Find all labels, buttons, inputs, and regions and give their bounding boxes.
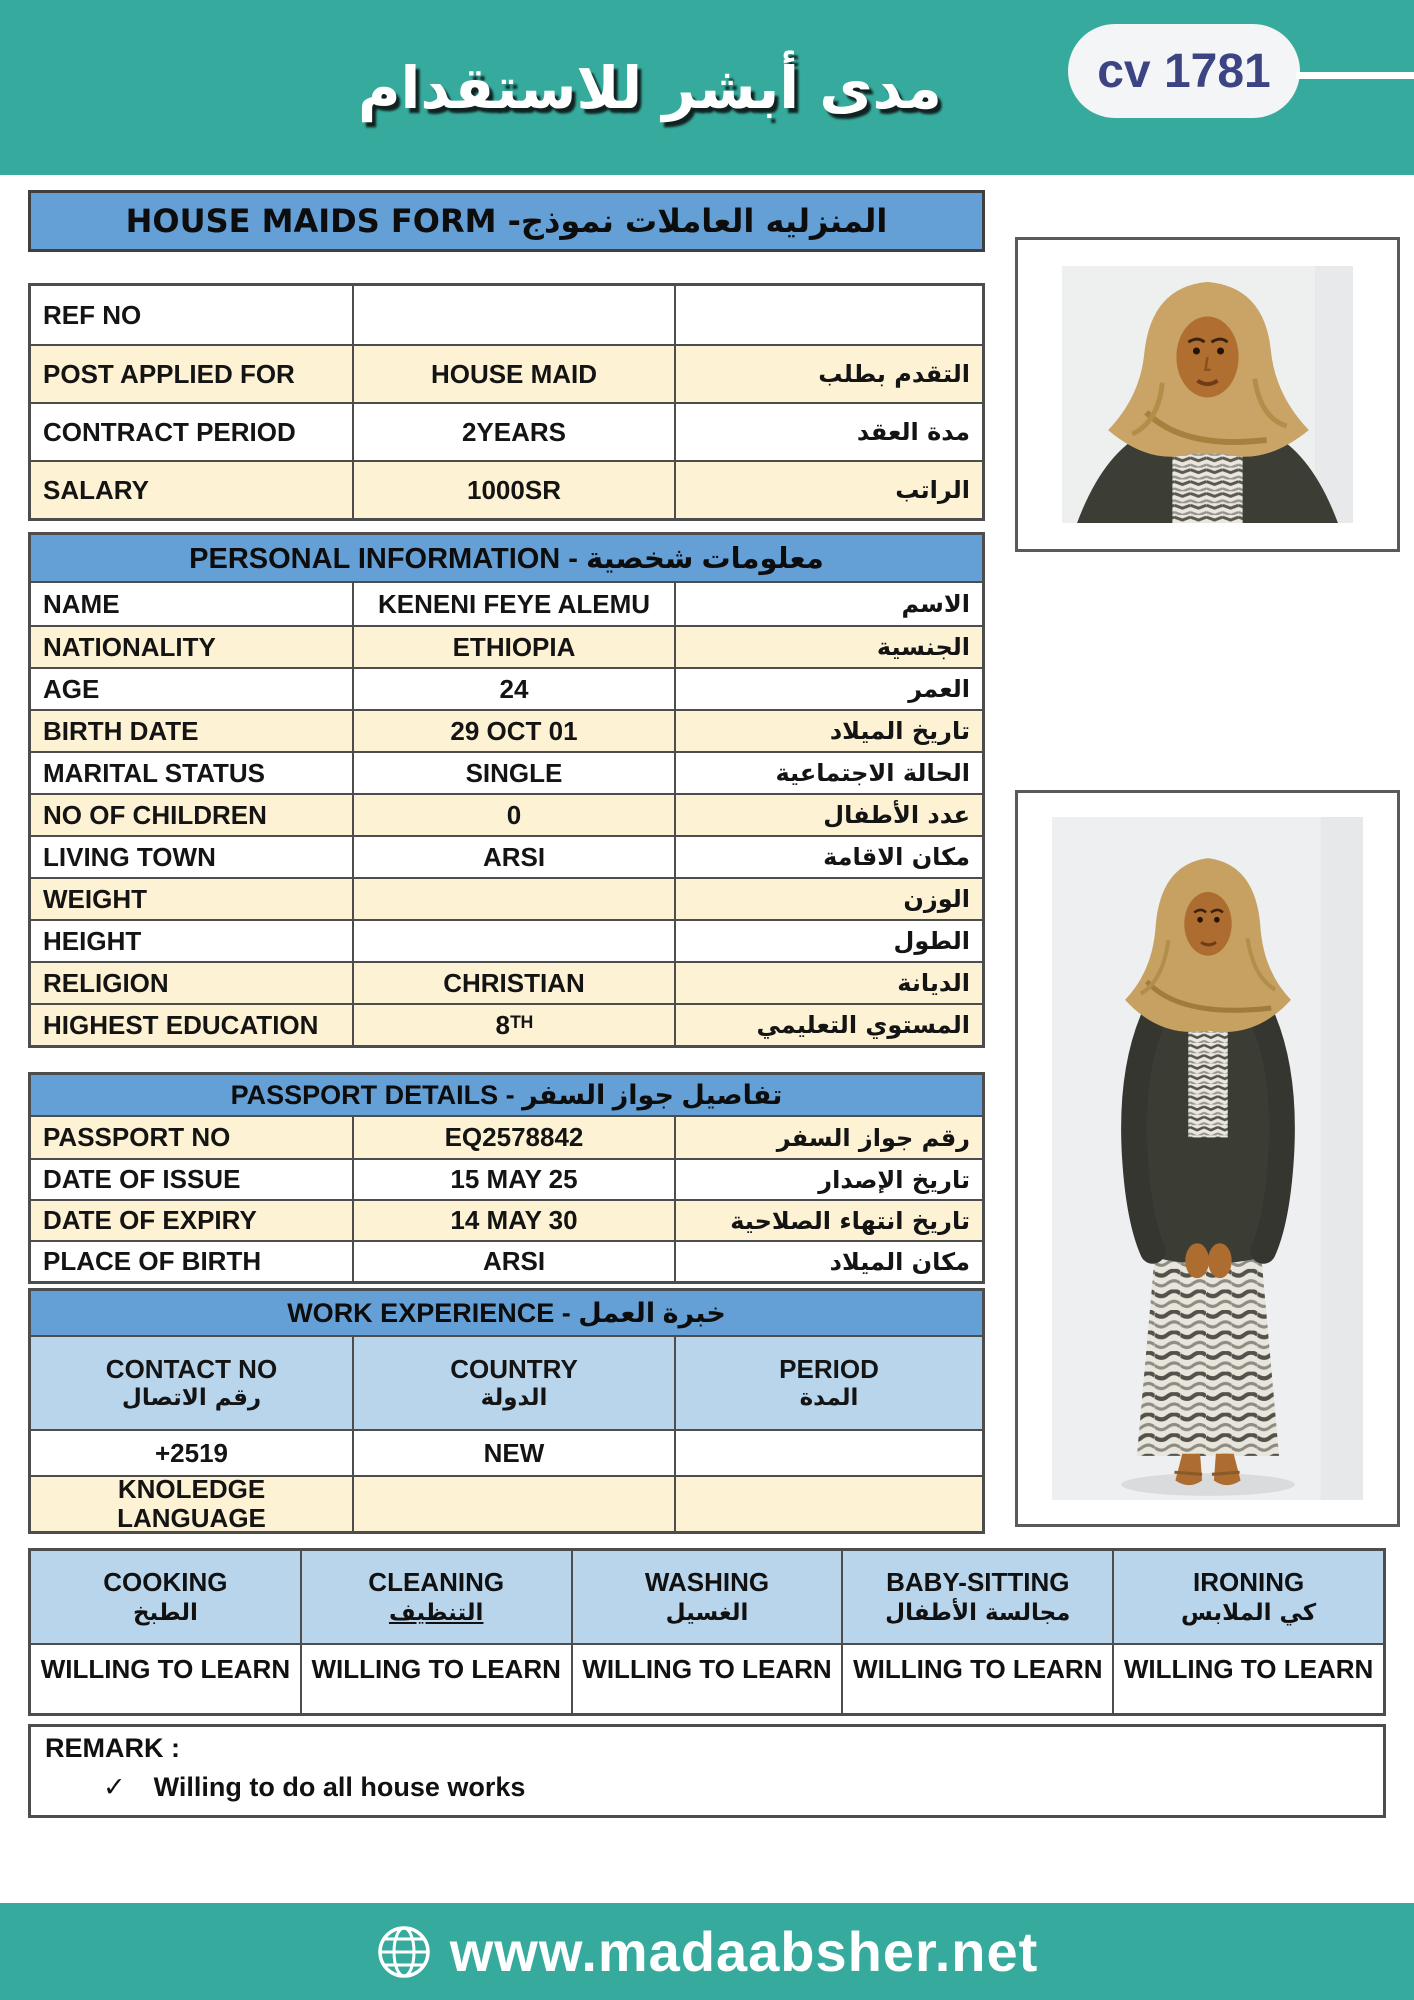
work-experience-row bbox=[31, 1429, 982, 1475]
country-value: NEW bbox=[352, 1431, 674, 1475]
table-row bbox=[31, 583, 982, 625]
field-value: CHRISTIAN bbox=[352, 963, 674, 1003]
column-header-country bbox=[352, 1337, 674, 1429]
field-label-arabic: الاسم bbox=[674, 583, 982, 625]
field-label: PASSPORT NO bbox=[43, 1122, 231, 1152]
field-label: LIVING TOWN bbox=[43, 841, 216, 872]
table-row bbox=[31, 344, 982, 402]
field-label-arabic: تاريخ الميلاد bbox=[674, 711, 982, 751]
field-value: ETHIOPIA bbox=[352, 627, 674, 667]
field-label: PLACE OF BIRTH bbox=[43, 1246, 262, 1276]
column-header-period bbox=[674, 1337, 982, 1429]
field-value: KENENI FEYE ALEMU bbox=[352, 583, 674, 625]
skill-value: WILLING TO LEARN bbox=[40, 1654, 291, 1684]
table-row bbox=[31, 835, 982, 877]
field-value: 29 OCT 01 bbox=[352, 711, 674, 751]
skill-header-cooking: COOKING الطبخ bbox=[103, 1567, 228, 1626]
work-experience-column-headers bbox=[31, 1337, 982, 1429]
headshot-image bbox=[1062, 266, 1353, 523]
field-value: EQ2578842 bbox=[352, 1117, 674, 1158]
skill-value: WILLING TO LEARN bbox=[1112, 1645, 1383, 1713]
table-row bbox=[31, 402, 982, 460]
field-value bbox=[352, 286, 674, 344]
knowledge-language-label: KNOLEDGE LANGUAGE bbox=[117, 1473, 266, 1533]
skills-header-row bbox=[31, 1551, 1383, 1643]
column-header-ar: المدة bbox=[799, 1384, 859, 1411]
field-value: 2YEARS bbox=[352, 404, 674, 460]
work-experience-header: WORK EXPERIENCE - خبرة العمل bbox=[31, 1291, 982, 1337]
field-label-arabic: عدد الأطفال bbox=[674, 795, 982, 835]
skill-value: WILLING TO LEARN bbox=[571, 1645, 842, 1713]
table-row bbox=[31, 961, 982, 1003]
field-label: MARITAL STATUS bbox=[43, 757, 265, 788]
skill-header-cleaning: CLEANING التنظيف bbox=[300, 1551, 571, 1643]
badge-line-decoration bbox=[1296, 72, 1414, 79]
field-label-arabic: المستوي التعليمي bbox=[674, 1005, 982, 1045]
period-value bbox=[674, 1431, 982, 1475]
column-header-en: COUNTRY bbox=[450, 1353, 578, 1384]
applicant-photo-headshot bbox=[1015, 237, 1400, 552]
passport-details-header: PASSPORT DETAILS - تفاصيل جواز السفر bbox=[31, 1075, 982, 1117]
checkmark-icon: ✓ bbox=[103, 1772, 126, 1802]
applicant-photo-fullbody bbox=[1015, 790, 1400, 1527]
field-value: HOUSE MAID bbox=[352, 346, 674, 402]
field-label: SALARY bbox=[43, 474, 149, 505]
contact-no-value: +2519 bbox=[154, 1437, 229, 1468]
table-row bbox=[31, 1158, 982, 1199]
field-label-arabic: تاريخ الإصدار bbox=[674, 1160, 982, 1199]
field-label: REF NO bbox=[43, 299, 142, 330]
skill-value: WILLING TO LEARN bbox=[300, 1645, 571, 1713]
period-value bbox=[674, 1477, 982, 1531]
personal-information-header: PERSONAL INFORMATION - معلومات شخصية bbox=[31, 535, 982, 583]
field-label: RELIGION bbox=[43, 967, 169, 998]
field-label-arabic: تاريخ انتهاء الصلاحية bbox=[674, 1201, 982, 1240]
skills-table bbox=[28, 1548, 1386, 1716]
field-label-arabic: الوزن bbox=[674, 879, 982, 919]
field-label: DATE OF EXPIRY bbox=[43, 1205, 257, 1235]
table-row bbox=[31, 793, 982, 835]
passport-details-table bbox=[28, 1072, 985, 1284]
field-label-arabic: مدة العقد bbox=[674, 404, 982, 460]
table-row bbox=[31, 751, 982, 793]
table-row bbox=[31, 286, 982, 344]
table-row bbox=[31, 1199, 982, 1240]
skill-header-washing: WASHING الغسيل bbox=[571, 1551, 842, 1643]
field-label: DATE OF ISSUE bbox=[43, 1164, 241, 1194]
field-label-arabic: الراتب bbox=[674, 462, 982, 518]
field-value: 24 bbox=[352, 669, 674, 709]
field-label-arabic: الطول bbox=[674, 921, 982, 961]
header-band bbox=[0, 0, 1414, 175]
column-header-en: PERIOD bbox=[779, 1353, 879, 1384]
agency-name-arabic: مدى أبشر للاستقدام bbox=[358, 54, 942, 122]
field-value: 15 MAY 25 bbox=[352, 1160, 674, 1199]
table-row bbox=[31, 709, 982, 751]
form-title-bar: المنزليه العاملات نموذج- HOUSE MAIDS FORM bbox=[28, 190, 985, 252]
table-row bbox=[31, 667, 982, 709]
field-label-arabic: مكان الاقامة bbox=[674, 837, 982, 877]
work-experience-row bbox=[31, 1475, 982, 1531]
field-value: 1000SR bbox=[352, 462, 674, 518]
column-header-en: CONTACT NO bbox=[105, 1353, 278, 1384]
field-label-arabic: الديانة bbox=[674, 963, 982, 1003]
field-label-arabic: مكان الميلاد bbox=[674, 1242, 982, 1281]
column-header-ar: رقم الاتصال bbox=[121, 1384, 262, 1411]
table-row bbox=[31, 1003, 982, 1045]
table-row bbox=[31, 1240, 982, 1281]
column-header-contact bbox=[31, 1337, 352, 1429]
remark-box bbox=[28, 1724, 1386, 1818]
field-label-arabic: الحالة الاجتماعية bbox=[674, 753, 982, 793]
field-label: NAME bbox=[43, 588, 120, 619]
field-label: AGE bbox=[43, 673, 100, 704]
skill-value: WILLING TO LEARN bbox=[841, 1645, 1112, 1713]
field-value: ARSI bbox=[352, 837, 674, 877]
cv-number-badge: cv 1781 bbox=[1068, 24, 1300, 118]
globe-icon bbox=[376, 1924, 432, 1980]
field-label: NATIONALITY bbox=[43, 631, 216, 662]
field-value: 0 bbox=[352, 795, 674, 835]
field-label: WEIGHT bbox=[43, 883, 147, 914]
application-table bbox=[28, 283, 985, 521]
column-header-ar: الدولة bbox=[480, 1384, 548, 1411]
field-label: HEIGHT bbox=[43, 925, 142, 956]
skill-header-babysitting: BABY-SITTING مجالسة الأطفال bbox=[841, 1551, 1112, 1643]
personal-information-table bbox=[28, 532, 985, 1048]
footer-band bbox=[0, 1903, 1414, 2000]
field-value: 14 MAY 30 bbox=[352, 1201, 674, 1240]
field-label-arabic: الجنسية bbox=[674, 627, 982, 667]
field-value: ARSI bbox=[352, 1242, 674, 1281]
field-label: CONTRACT PERIOD bbox=[43, 416, 296, 447]
remark-label: REMARK : bbox=[45, 1733, 180, 1763]
table-row bbox=[31, 1117, 982, 1158]
field-label-arabic: التقدم بطلب bbox=[674, 346, 982, 402]
table-row bbox=[31, 877, 982, 919]
fullbody-image bbox=[1052, 817, 1363, 1500]
field-value: 8ᵀᴴ bbox=[352, 1005, 674, 1045]
skills-value-row bbox=[31, 1643, 1383, 1713]
country-value bbox=[352, 1477, 674, 1531]
field-value bbox=[352, 879, 674, 919]
field-label-arabic: رقم جواز السفر bbox=[674, 1117, 982, 1158]
table-row bbox=[31, 919, 982, 961]
field-label: HIGHEST EDUCATION bbox=[43, 1009, 319, 1040]
field-label: NO OF CHILDREN bbox=[43, 799, 267, 830]
field-label-arabic: العمر bbox=[674, 669, 982, 709]
work-experience-table bbox=[28, 1288, 985, 1534]
field-value: SINGLE bbox=[352, 753, 674, 793]
table-row bbox=[31, 460, 982, 518]
remark-text: Willing to do all house works bbox=[153, 1772, 526, 1802]
remark-item bbox=[103, 1772, 1369, 1803]
field-label: BIRTH DATE bbox=[43, 715, 199, 746]
field-label-arabic bbox=[674, 286, 982, 344]
table-row bbox=[31, 625, 982, 667]
website-url: www.madaabsher.net bbox=[449, 1920, 1039, 1983]
field-value bbox=[352, 921, 674, 961]
field-label: POST APPLIED FOR bbox=[43, 358, 295, 389]
skill-header-ironing: IRONING كي الملابس bbox=[1112, 1551, 1383, 1643]
